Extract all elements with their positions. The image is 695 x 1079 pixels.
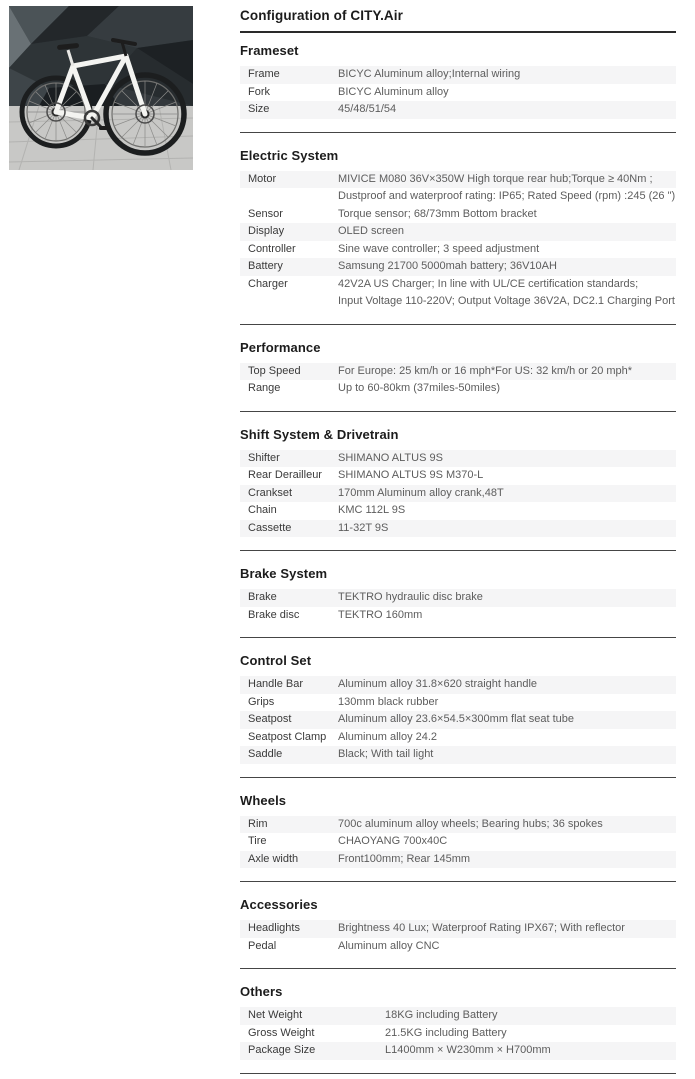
section-rows <box>240 66 676 119</box>
spec-label: Rim <box>248 817 268 830</box>
spec-label: Grips <box>248 695 275 708</box>
spec-value: Front100mm; Rear 145mm <box>338 852 471 865</box>
spec-value: CHAOYANG 700x40C <box>338 835 448 847</box>
section-rows <box>240 920 676 955</box>
spec-row <box>240 711 676 729</box>
spec-value: TEKTRO 160mm <box>338 608 423 621</box>
spec-label: Package Size <box>248 1044 316 1056</box>
spec-section <box>240 783 676 883</box>
spec-row <box>240 589 676 607</box>
spec-value: L1400mm × W230mm × H700mm <box>385 1044 551 1056</box>
product-photo <box>9 6 193 170</box>
section-rows <box>240 676 676 764</box>
section-heading: Shift System & Drivetrain <box>240 426 399 442</box>
spec-label: Shifter <box>248 451 280 464</box>
section-heading: Control Set <box>240 653 312 668</box>
spec-label: Fork <box>248 85 270 98</box>
spec-row <box>240 938 676 956</box>
page-title: Configuration of CITY.Air <box>240 8 676 33</box>
section-heading: Performance <box>240 339 321 355</box>
spec-row <box>240 258 676 276</box>
spec-value: For Europe: 25 km/h or 16 mph*For US: 32 km/h or 20 mph* <box>338 364 633 377</box>
spec-row <box>240 851 676 869</box>
spec-row <box>240 520 676 538</box>
spec-section <box>240 33 676 133</box>
spec-value: Dustproof and waterproof rating: IP65; Rated Speed (rpm) :245 (26 ") <box>338 190 676 202</box>
spec-label: Size <box>248 103 270 115</box>
spec-row <box>240 450 676 468</box>
spec-row <box>240 101 676 119</box>
spec-section <box>240 643 676 778</box>
section-heading: Brake System <box>240 566 328 581</box>
spec-row <box>240 1025 676 1043</box>
section-rows <box>240 816 676 869</box>
spec-value: Aluminum alloy 23.6×54.5×300mm flat seat tube <box>338 713 575 725</box>
spec-row <box>240 66 676 84</box>
spec-label: Brake <box>248 591 277 603</box>
spec-value: Aluminum alloy 31.8×620 straight handle <box>338 678 538 690</box>
spec-label: Rear Derailleur <box>248 469 322 481</box>
spec-label: Top Speed <box>248 364 301 377</box>
spec-label: Display <box>248 225 285 237</box>
spec-label: Axle width <box>248 852 299 865</box>
spec-value: KMC 112L 9S <box>338 504 406 516</box>
spec-row <box>240 1042 676 1060</box>
section-heading: Others <box>240 984 283 999</box>
spec-value: 21.5KG including Battery <box>385 1026 507 1039</box>
spec-row <box>240 833 676 851</box>
spec-value: Aluminum alloy 24.2 <box>338 730 438 743</box>
bicycle-photo-illustration <box>9 6 193 170</box>
spec-value: SHIMANO ALTUS 9S <box>338 451 443 464</box>
spec-section <box>240 417 676 552</box>
spec-value: BICYC Aluminum alloy;Internal wiring <box>338 68 521 80</box>
spec-row <box>240 1007 676 1025</box>
spec-row <box>240 171 676 189</box>
spec-label: Seatpost <box>248 713 292 725</box>
spec-value: 42V2A US Charger; In line with UL/CE certification standards; <box>338 277 639 290</box>
spec-label: Battery <box>248 260 283 272</box>
spec-value: TEKTRO hydraulic disc brake <box>338 591 483 603</box>
spec-label: Tire <box>248 835 267 847</box>
spec-label: Handle Bar <box>248 678 304 690</box>
spec-row <box>240 223 676 241</box>
spec-value: OLED screen <box>338 225 405 237</box>
section-rows <box>240 171 676 311</box>
spec-value: 130mm black rubber <box>338 695 439 708</box>
spec-label: Net Weight <box>248 1009 303 1021</box>
spec-value: Torque sensor; 68/73mm Bottom bracket <box>338 207 537 220</box>
spec-value: 45/48/51/54 <box>338 103 397 115</box>
spec-label: Gross Weight <box>248 1026 315 1039</box>
spec-row <box>240 293 676 311</box>
spec-label: Sensor <box>248 207 283 220</box>
spec-row <box>240 363 676 381</box>
spec-row <box>240 676 676 694</box>
spec-row <box>240 241 676 259</box>
spec-value: Black; With tail light <box>338 748 434 760</box>
spec-value: SHIMANO ALTUS 9S M370-L <box>338 469 484 481</box>
spec-label: Cassette <box>248 521 292 534</box>
spec-label: Brake disc <box>248 608 300 621</box>
spec-value: 11-32T 9S <box>338 521 389 534</box>
spec-section <box>240 974 676 1074</box>
spec-row <box>240 502 676 520</box>
spec-value: 170mm Aluminum alloy crank,48T <box>338 486 504 499</box>
spec-value: 700c aluminum alloy wheels; Bearing hubs; 36 spokes <box>338 817 603 830</box>
spec-sections <box>240 33 676 1074</box>
spec-row <box>240 729 676 747</box>
spec-label: Pedal <box>248 939 277 952</box>
spec-row <box>240 485 676 503</box>
spec-label: Saddle <box>248 748 283 760</box>
section-heading: Frameset <box>240 43 299 58</box>
section-heading: Wheels <box>240 792 287 808</box>
spec-value: 18KG including Battery <box>385 1009 498 1021</box>
section-rows <box>240 589 676 624</box>
spec-section <box>240 138 676 325</box>
section-rows <box>240 363 676 398</box>
spec-section <box>240 330 676 412</box>
spec-label: Crankset <box>248 486 293 499</box>
spec-value: MIVICE M080 36V×350W High torque rear hub;Torque ≥ 40Nm ; <box>338 172 653 185</box>
spec-section <box>240 887 676 969</box>
spec-row <box>240 188 676 206</box>
spec-row <box>240 276 676 294</box>
spec-label: Frame <box>248 68 280 80</box>
spec-value: Samsung 21700 5000mah battery; 36V10AH <box>338 260 557 272</box>
spec-value: Brightness 40 Lux; Waterproof Rating IPX67; With reflector <box>338 922 625 934</box>
spec-label: Headlights <box>248 922 300 934</box>
spec-row <box>240 206 676 224</box>
spec-label: Chain <box>248 504 277 516</box>
spec-value: BICYC Aluminum alloy <box>338 85 449 98</box>
spec-row <box>240 467 676 485</box>
spec-value: Aluminum alloy CNC <box>338 939 440 952</box>
spec-value: Sine wave controller; 3 speed adjustment <box>338 242 540 255</box>
spec-label: Range <box>248 382 281 394</box>
spec-row <box>240 607 676 625</box>
spec-row <box>240 694 676 712</box>
section-rows <box>240 450 676 538</box>
spec-row <box>240 746 676 764</box>
spec-label: Controller <box>248 242 296 255</box>
spec-label: Seatpost Clamp <box>248 730 327 743</box>
spec-row <box>240 920 676 938</box>
spec-row <box>240 816 676 834</box>
spec-row <box>240 84 676 102</box>
spec-label: Charger <box>248 277 288 290</box>
spec-label: Motor <box>248 172 277 185</box>
section-rows <box>240 1007 676 1060</box>
section-heading: Accessories <box>240 897 318 912</box>
spec-row <box>240 380 676 398</box>
spec-column <box>240 8 676 1079</box>
section-heading: Electric System <box>240 147 339 163</box>
spec-value: Up to 60-80km (37miles-50miles) <box>338 382 500 394</box>
spec-section <box>240 556 676 638</box>
spec-value: Input Voltage 110-220V; Output Voltage 36V2A, DC2.1 Charging Port <box>338 295 675 307</box>
